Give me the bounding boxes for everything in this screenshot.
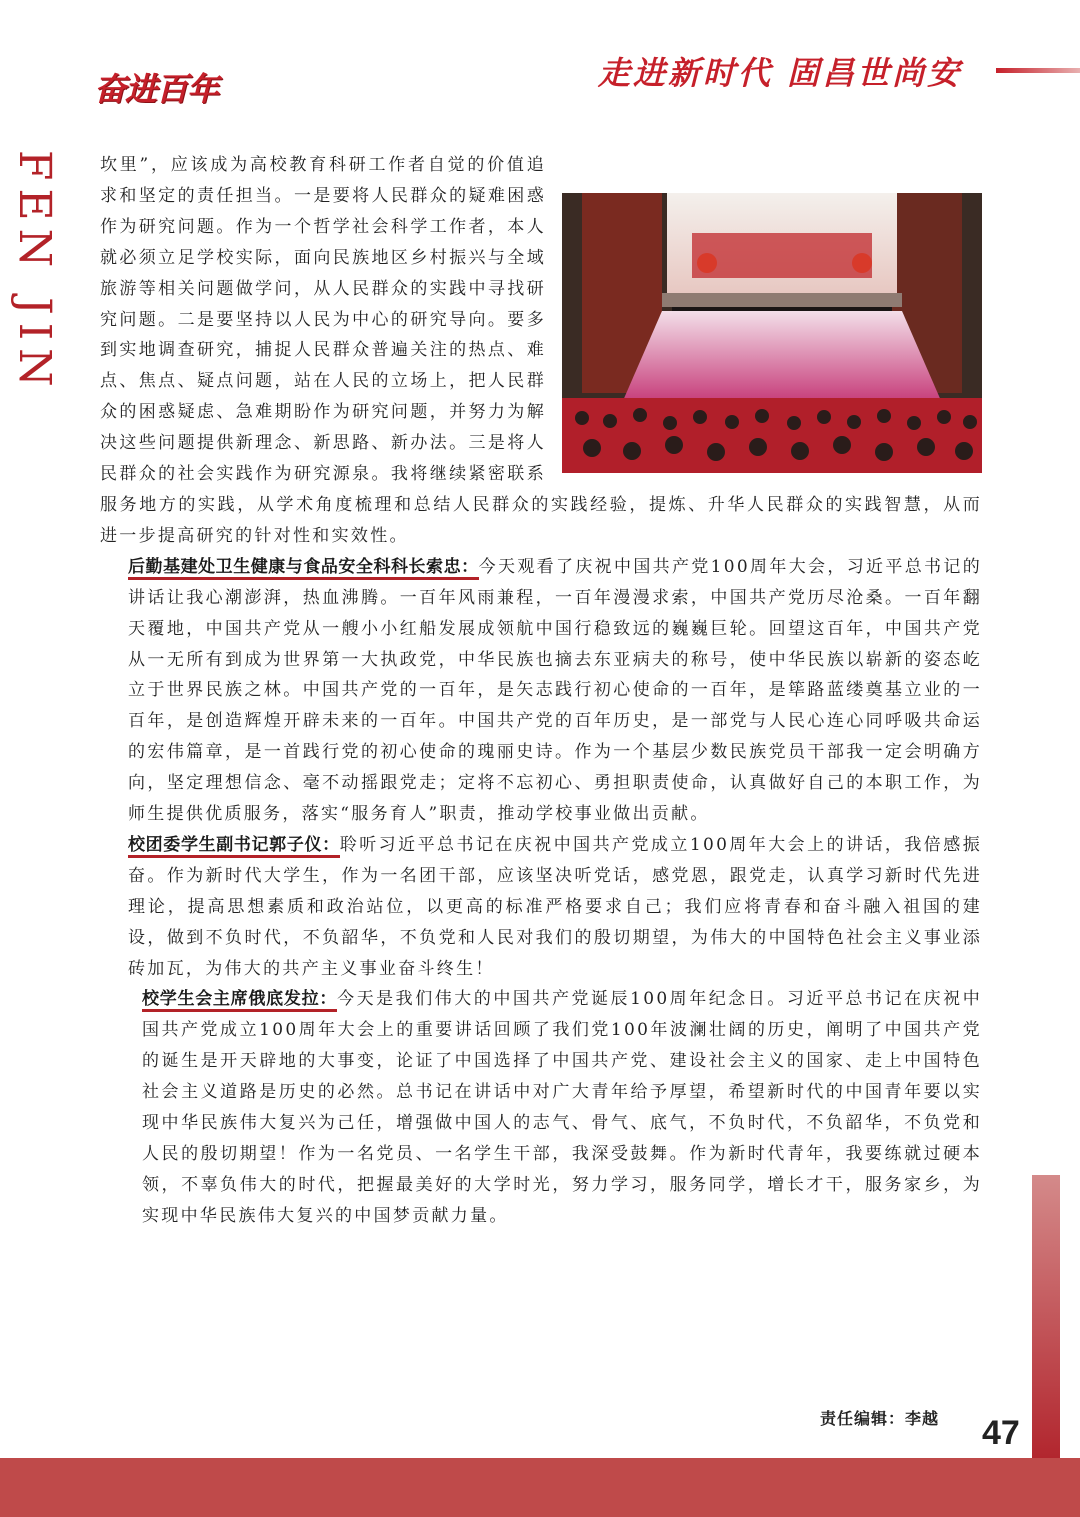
image-float-space (546, 152, 982, 463)
side-label: FEN JIN (9, 150, 60, 395)
speaker-name: 校学生会主席俄底发拉： (142, 989, 337, 1012)
paragraph-text: 今天是我们伟大的中国共产党诞辰100周年纪念日。习近平总书记在庆祝中国共产党成立100周年大会上的重要讲话回顾了我们党100年波澜壮阔的历史，阐明了中国共产党的诞生是开天辟地的大事变，论证了中国选择了中国共产党、建设社会主义的国家、走上中国特色社会主义道路是历史的必然。总书记在讲话中对广大青年给予厚望，希望新时代的中国青年要以实现中华民族伟大复兴为己任，增强做中国人的志气、骨气、底气，不负时代，不负韶华，不负党和人民的殷切期望！作为一名党员、一名学生干部，我深受鼓舞。作为新时代青年，我要练就过硬本领，不辜负伟大的时代，把握最美好的大学时光，努力学习，服务同学，增长才干，服务家乡，为实现中华民族伟大复兴的中国梦贡献力量。 (142, 989, 982, 1226)
article-body (100, 150, 982, 1232)
side-decor-bar (1032, 1175, 1060, 1458)
speaker-name: 校团委学生副书记郭子仪： (128, 835, 340, 858)
speaker-name: 后勤基建处卫生健康与食品安全科科长索忠： (128, 557, 479, 580)
paragraph-3 (100, 830, 982, 985)
slogan-underline (996, 68, 1080, 73)
page-number: 47 (982, 1414, 1020, 1452)
paragraph-text: 聆听习近平总书记在庆祝中国共产党成立100周年大会上的讲话，我倍感振奋。作为新时代大学生，作为一名团干部，应该坚决听党话，感党恩，跟党走，认真学习新时代先进理论，提高思想素质和政治站位，以更高的标准严格要求自己；我们应将青春和奋斗融入祖国的建设，做到不负时代，不负韶华，不负党和人民对我们的殷切期望，为伟大的中国特色社会主义事业添砖加瓦，为伟大的共产主义事业奋斗终生！ (128, 834, 983, 979)
header-slogan: 走进新时代 固昌世尚安 (598, 54, 963, 92)
paragraph-4 (100, 984, 982, 1231)
editor-credit: 责任编辑：李越 (820, 1409, 940, 1428)
bottom-band (0, 1458, 1080, 1517)
paragraph-1: 坎里”，应该成为高校教育科研工作者自觉的价值追求和坚定的责任担当。一是要将人民群众的疑难困惑作为研究问题。作为一个哲学社会科学工作者，本人就必须立足学校实际，面向民族地区乡村振兴与全域旅游等相关问题做学问，从人民群众的实践中寻找研究问题。二是要坚持以人民为中心的研究导向。要多到实地调查研究，捕捉人民群众普遍关注的热点、难点、焦点、疑点问题，站在人民的立场上，把人民群众的困惑疑虑、急难期盼作为研究问题，并努力为解决这些问题提供新理念、新思路、新办法。三是将人民群众的社会实践作为研究源泉。我将继续紧密联系服务地方的实践，从学术角度梳理和总结人民群众的实践经验，提炼、升华人民群众的实践智慧，从而进一步提高研究的针对性和实效性。 (100, 155, 982, 546)
magazine-logo: 奋进百年 (94, 70, 219, 108)
paragraph-text: 今天观看了庆祝中国共产党100周年大会，习近平总书记的讲话让我心潮澎湃，热血沸腾。一百年风雨兼程，一百年漫漫求索，中国共产党历尽沧桑。一百年翻天覆地，中国共产党从一艘小小红船发展成领航中国行稳致远的巍巍巨轮。回望这百年，中国共产党从一无所有到成为世界第一大执政党，中华民族也摘去东亚病夫的称号，使中华民族以崭新的姿态屹立于世界民族之林。中国共产党的一百年，是矢志践行初心使命的一百年，是筚路蓝缕奠基立业的一百年，是创造辉煌开辟未来的一百年。中国共产党的百年历史，是一部党与人民心连心同呼吸共命运的宏伟篇章，是一首践行党的初心使命的瑰丽史诗。作为一个基层少数民族党员干部我一定会明确方向，坚定理想信念、毫不动摇跟党走；定将不忘初心、勇担职责使命，认真做好自己的本职工作，为师生提供优质服务，落实“服务育人”职责，推动学校事业做出贡献。 (128, 556, 983, 825)
paragraph-2 (100, 552, 982, 830)
